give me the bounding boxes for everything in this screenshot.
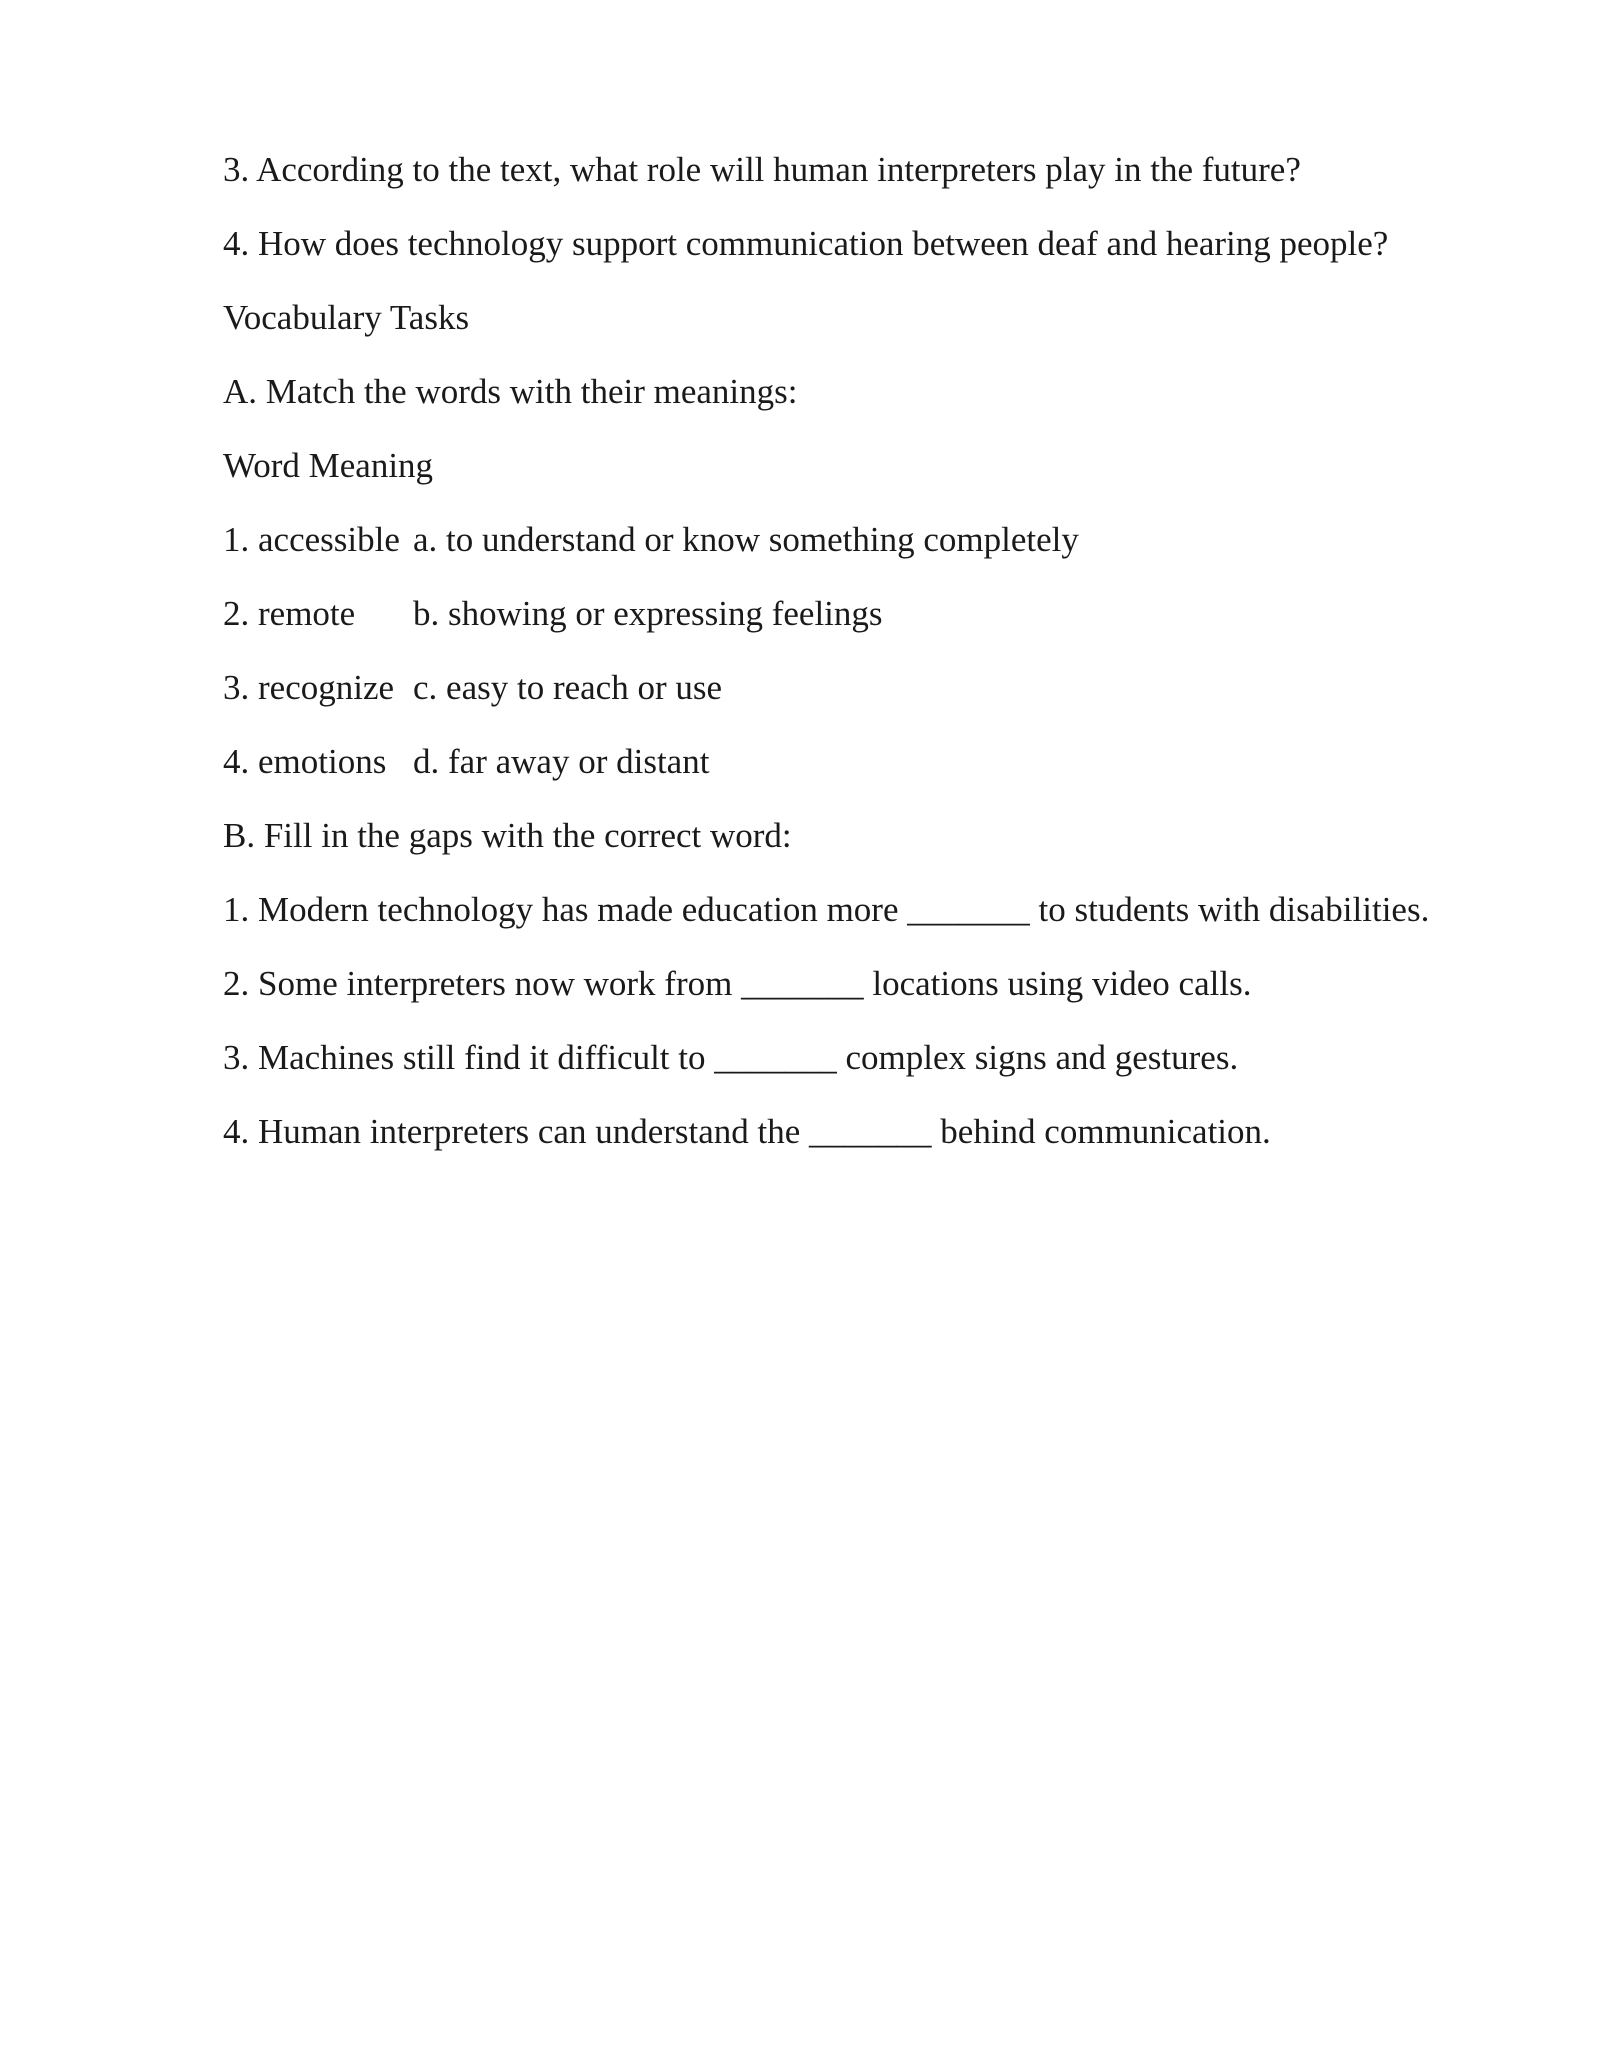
sentence-text: complex signs and gestures. <box>836 1038 1239 1077</box>
question-4: 4. How does technology support communication between deaf and hearing people? <box>223 224 1389 263</box>
sentence-text: 4. Human interpreters can understand the <box>223 1112 810 1151</box>
part-b-instruction: B. Fill in the gaps with the correct word: <box>223 816 792 855</box>
gap-blank: _______ <box>714 1038 837 1077</box>
gap-blank: _______ <box>809 1112 932 1151</box>
match-meaning: d. far away or distant <box>413 742 710 781</box>
match-meaning: b. showing or expressing feelings <box>413 594 883 633</box>
sentence-text: locations using video calls. <box>863 964 1252 1003</box>
match-word: 4. emotions <box>223 742 387 781</box>
match-row-4 <box>223 742 709 782</box>
sentence-text: 3. Machines still find it difficult to <box>223 1038 715 1077</box>
sentence-text: 1. Modern technology has made education more <box>223 890 908 929</box>
match-meaning: a. to understand or know something completely <box>413 520 1079 559</box>
gap-blank: _______ <box>907 890 1030 929</box>
sentence-text: to students with disabilities. <box>1029 890 1430 929</box>
gap-sentence-1 <box>223 890 1429 930</box>
match-meaning: c. easy to reach or use <box>413 668 723 707</box>
gap-sentence-4 <box>223 1112 1271 1152</box>
match-table-header: Word Meaning <box>223 446 434 485</box>
match-word: 2. remote <box>223 594 356 633</box>
match-row-3 <box>223 668 722 708</box>
sentence-text: behind communication. <box>931 1112 1271 1151</box>
part-a-instruction: A. Match the words with their meanings: <box>223 372 798 411</box>
sentence-text: 2. Some interpreters now work from <box>223 964 742 1003</box>
match-word: 1. accessible <box>223 520 400 559</box>
gap-blank: _______ <box>741 964 864 1003</box>
match-row-1 <box>223 520 1079 560</box>
match-word: 3. recognize <box>223 668 395 707</box>
match-row-2 <box>223 594 883 634</box>
section-title: Vocabulary Tasks <box>223 298 470 337</box>
question-3: 3. According to the text, what role will human interpreters play in the future? <box>223 150 1301 189</box>
gap-sentence-3 <box>223 1038 1238 1078</box>
gap-sentence-2 <box>223 964 1251 1004</box>
